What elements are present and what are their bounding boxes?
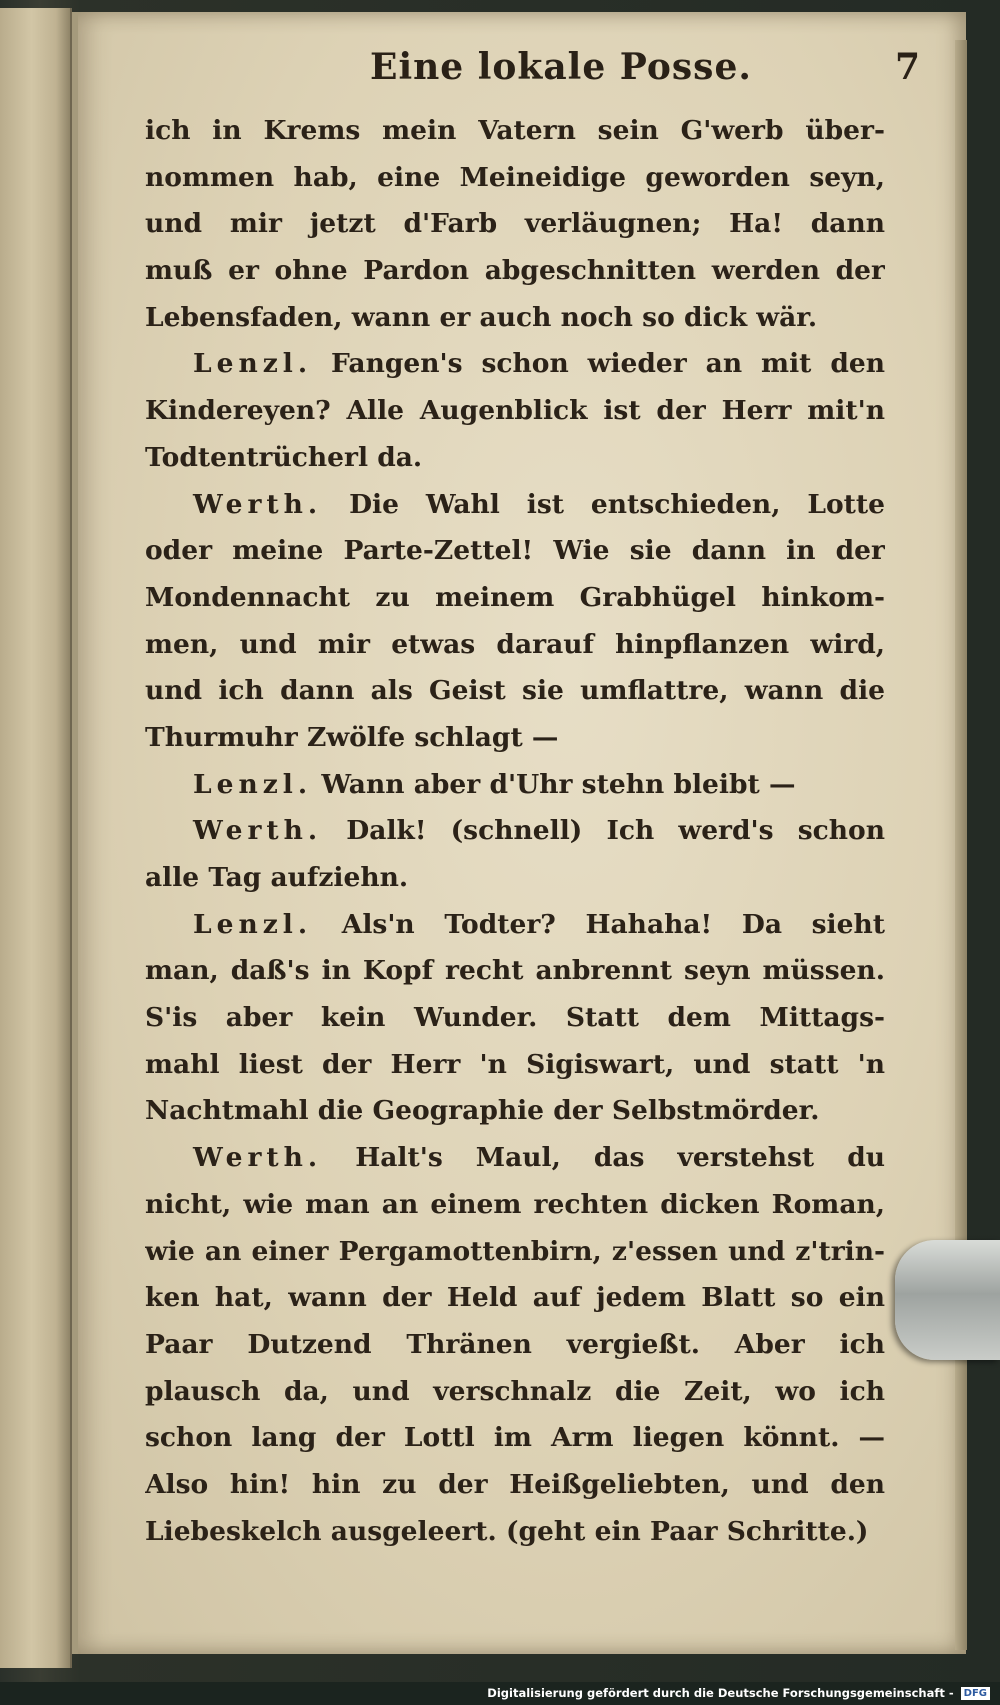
line-text: alle Tag aufziehn. <box>145 862 409 893</box>
text-line <box>145 341 885 388</box>
line-text: Lebensfaden, wann er auch noch so dick wär. <box>145 301 818 333</box>
text-line <box>145 808 885 855</box>
line-text: Mondennacht zu meinem Grabhügel hinkom- <box>145 581 885 613</box>
line-text: schon lang der Lottl im Arm liegen könnt. — <box>145 1422 885 1454</box>
speaker-name: Werth. <box>193 1142 323 1174</box>
line-text: mahl liest der Herr 'n Sigiswart, und statt 'n <box>145 1048 885 1080</box>
text-line <box>145 1135 885 1182</box>
page-text <box>145 108 885 1555</box>
line-text: oder meine Parte-Zettel! Wie sie dann in der <box>145 535 885 567</box>
text-line <box>145 388 885 435</box>
line-text: ich in Krems mein Vatern sein G'werb über- <box>145 115 885 146</box>
text-line <box>145 1415 885 1462</box>
line-text: Nachtmahl die Geographie der Selbstmörder. <box>145 1095 820 1127</box>
text-line <box>145 855 885 902</box>
line-text: Halt's Maul, das verstehst du <box>355 1142 885 1174</box>
text-line <box>145 762 885 809</box>
speaker-name: Werth. <box>193 488 323 520</box>
line-text: Fangen's schon wieder an mit den <box>331 348 885 380</box>
line-text: Todtentrücherl da. <box>145 441 423 473</box>
text-line <box>145 435 885 482</box>
line-text: nommen hab, eine Meineidige geworden seyn, <box>145 161 885 193</box>
line-text: Thurmuhr Zwölfe schlagt — <box>145 721 559 753</box>
line-text: nicht, wie man an einem rechten dicken Roman, <box>145 1188 885 1220</box>
line-text: plausch da, und verschnalz die Zeit, wo ich <box>145 1375 885 1407</box>
text-line <box>145 1042 885 1089</box>
line-text: muß er ohne Pardon abgeschnitten werden der <box>145 255 885 287</box>
page-stack-edge <box>955 40 967 1650</box>
line-text: Die Wahl ist entschieden, Lotte <box>349 488 885 520</box>
text-line <box>145 622 885 669</box>
dfg-logo: DFG <box>961 1687 990 1700</box>
text-line <box>145 482 885 529</box>
text-line <box>145 248 885 295</box>
line-text: Liebeskelch ausgeleert. (geht ein Paar Schritte.) <box>145 1515 869 1547</box>
text-line <box>145 995 885 1042</box>
line-text: Dalk! (schnell) Ich werd's schon <box>346 815 885 847</box>
text-line <box>145 715 885 762</box>
facing-page-edge <box>0 8 72 1668</box>
line-text: man, daß's in Kopf recht anbrennt seyn müssen. <box>145 955 885 987</box>
line-text: Paar Dutzend Thränen vergießt. Aber ich <box>145 1328 885 1360</box>
text-line <box>145 948 885 995</box>
text-line <box>145 1509 885 1556</box>
text-line <box>145 1182 885 1229</box>
running-title: Eine lokale Posse. <box>370 46 752 88</box>
page-number: 7 <box>894 46 920 88</box>
text-line <box>145 155 885 202</box>
line-text: Kindereyen? Alle Augenblick ist der Herr mit'n <box>145 395 885 427</box>
page-holder-clip <box>895 1240 1000 1360</box>
line-text: S'is aber kein Wunder. Statt dem Mittags- <box>145 1002 885 1034</box>
line-text: und mir jetzt d'Farb verläugnen; Ha! dann <box>145 208 885 240</box>
text-line <box>145 1229 885 1276</box>
line-text: und ich dann als Geist sie umflattre, wann die <box>145 675 885 707</box>
line-text: Als'n Todter? Hahaha! Da sieht <box>341 908 885 940</box>
speaker-name: Werth. <box>193 815 323 847</box>
text-line <box>145 528 885 575</box>
speaker-name: Lenzl. <box>193 908 313 940</box>
text-line <box>145 902 885 949</box>
running-head <box>160 40 920 90</box>
line-text: ken hat, wann der Held auf jedem Blatt so ein <box>145 1282 885 1314</box>
line-text: Also hin! hin zu der Heißgeliebten, und den <box>145 1468 885 1500</box>
digitization-credit <box>487 1686 990 1700</box>
text-line <box>145 1322 885 1369</box>
speaker-name: Lenzl. <box>193 348 313 380</box>
line-text: Wann aber d'Uhr stehn bleibt — <box>321 768 796 800</box>
text-line <box>145 1369 885 1416</box>
text-line <box>145 1088 885 1135</box>
line-text: men, und mir etwas darauf hinpflanzen wird, <box>145 628 885 660</box>
credit-text: Digitalisierung gefördert durch die Deutsche Forschungsgemeinschaft - <box>487 1686 954 1700</box>
text-line <box>145 201 885 248</box>
text-line <box>145 575 885 622</box>
speaker-name: Lenzl. <box>193 768 313 800</box>
text-line <box>145 108 885 155</box>
line-text: wie an einer Pergamottenbirn, z'essen und z'trin- <box>145 1235 885 1267</box>
text-line <box>145 1275 885 1322</box>
text-line <box>145 668 885 715</box>
text-line <box>145 1462 885 1509</box>
text-line <box>145 295 885 342</box>
